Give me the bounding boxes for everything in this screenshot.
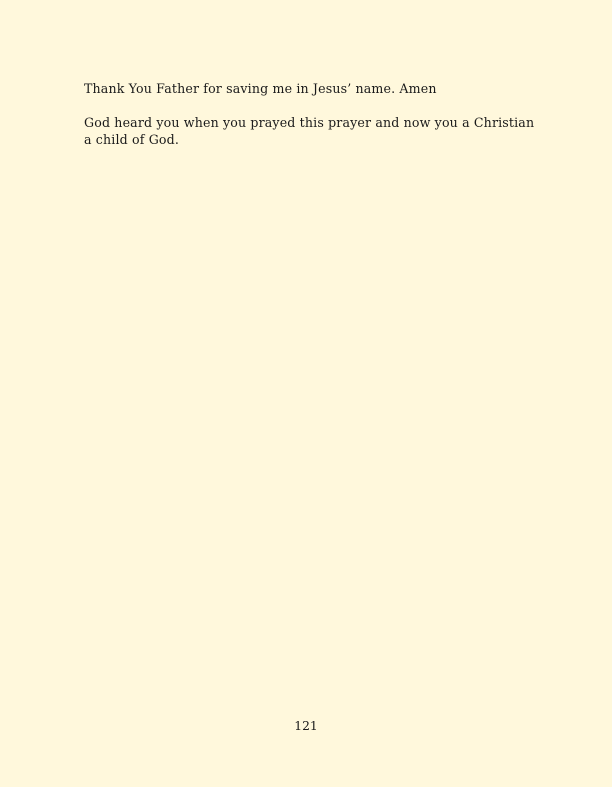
page-bottom-edge	[0, 787, 612, 792]
paragraph-line: God heard you when you prayed this prayer and now you a Christian	[84, 115, 535, 130]
paragraph-line: Thank You Father for saving me in Jesus’ name. Amen	[84, 81, 437, 96]
prayer-amen-paragraph	[84, 80, 437, 97]
paragraph-line: a child of God.	[84, 132, 179, 147]
page-number: 121	[294, 719, 318, 733]
assurance-paragraph	[84, 114, 534, 148]
